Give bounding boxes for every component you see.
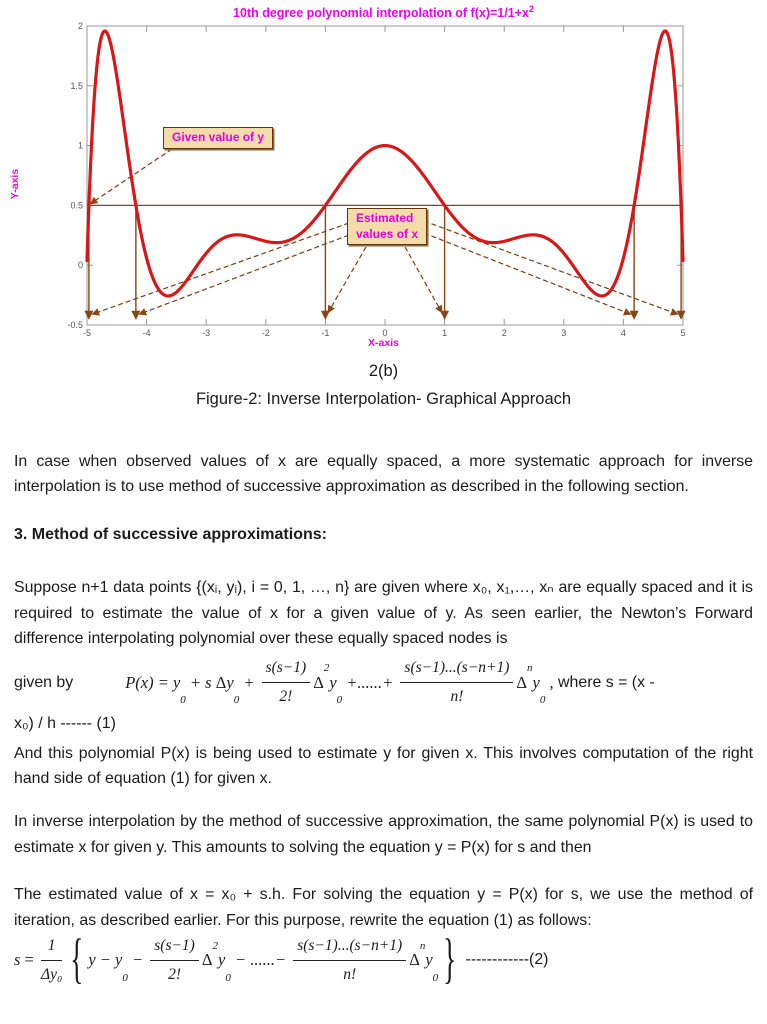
chart-title-text: 10th degree polynomial interpolation of f(x)=1/1+x: [233, 6, 529, 21]
annotation-arrow: [424, 221, 677, 314]
y-axis-label: Y-axis: [9, 168, 21, 200]
annotation-arrow: [328, 247, 366, 312]
paragraph-intro: In case when observed values of x are equally spaced, a more systematic approach for inverse interpolation is to use method of successive approximation as described in the following section.: [14, 453, 753, 496]
annotation-estimated-x-line1: Estimated: [356, 211, 414, 225]
x-tick-label: -4: [142, 328, 151, 338]
x-tick-label: 2: [501, 328, 507, 338]
text-block: [14, 449, 753, 990]
chart: [0, 0, 767, 352]
equation-1: [14, 655, 753, 709]
figure-subcaption: 2(b): [368, 362, 399, 380]
equation-2-tail: ------------(2): [461, 951, 549, 969]
annotation-estimated-x-box: [347, 208, 427, 245]
x-tick-label: -1: [321, 328, 330, 338]
y-tick-label: 1.5: [70, 80, 83, 91]
x-tick-label: -3: [202, 328, 211, 338]
annotation-arrow: [140, 235, 349, 314]
x-tick-label: 4: [620, 328, 626, 338]
y-tick-label: 1: [77, 140, 83, 151]
equation-1-lead: given by: [14, 673, 74, 691]
chart-title: [0, 4, 767, 20]
y-tick-label: 0.5: [70, 200, 83, 211]
paragraph-suppose: Suppose n+1 data points {(xᵢ, yᵢ), i = 0, 1, …, n} are given where x₀, x₁,…, xₙ are equally spaced and it is required to estimate the value of x for a given value of y. As seen earlier, the Newton’s Forward difference interpolating polynomial over these equally spaced nodes is: [14, 579, 753, 648]
equation-1-tail: where s = (x -: [553, 673, 655, 691]
y-tick-label: 0: [77, 260, 83, 271]
equation-1-line2: x₀) / h ------ (1): [14, 715, 116, 733]
y-tick-label: 2: [77, 21, 83, 31]
equation-2-math: s = $\frac{1}{\text{Δy₀}}$ { y − y 0 − $\frac{s(s-1)}{2!}$ Δ 2 y 0 − ......− $\frac{s(s-1)...(s-n+1)}{n!}$ Δ n y 0 }: [14, 927, 457, 990]
annotation-arrow: [405, 247, 442, 312]
x-tick-label: 1: [442, 328, 448, 338]
x-tick-label: 0: [382, 328, 388, 338]
x-tick-label: -5: [82, 328, 92, 338]
plot-svg: [0, 0, 767, 352]
equation-2: [14, 927, 753, 990]
plot-frame: [87, 26, 683, 325]
equation-1-math: P(x) = y 0 + s Δ y 0 + $\frac{s(s-1)}{2!}$ Δ 2 y 0 +......+ $\frac{s(s-1)...(s-n+1)}{n!}$ Δ n y 0 ,: [125, 655, 553, 709]
interpolation-curve: [87, 31, 683, 296]
chart-title-superscript: 2: [528, 4, 534, 14]
annotation-given-y-box: Given value of y: [163, 127, 273, 149]
x-axis-label: X-axis: [368, 337, 399, 349]
x-tick-label: 3: [561, 328, 567, 338]
annotation-arrow: [93, 223, 349, 314]
annotation-estimated-x-line2: values of x: [356, 226, 419, 241]
annotation-arrow: [424, 233, 630, 314]
x-tick-label: -2: [261, 328, 270, 338]
paragraph-estimated-value: The estimated value of x = x₀ + s.h. For solving the equation y = P(x) for s, we use the method of iteration, as described earlier. For this purpose, rewrite the equation (1) as follows:: [14, 886, 753, 929]
figure-2b: [0, 0, 767, 409]
section-heading-3: 3. Method of successive approximations:: [14, 525, 327, 543]
x-tick-label: 5: [680, 328, 686, 338]
y-tick-label: -0.5: [67, 320, 83, 330]
figure-caption: Figure-2: Inverse Interpolation- Graphical Approach: [195, 390, 572, 408]
paragraph-polynomial-use: And this polynomial P(x) is being used to estimate y for given x. This involves computation of the right hand side of equation (1) for given x.: [14, 744, 753, 788]
paragraph-inverse: In inverse interpolation by the method of successive approximation, the same polynomial P(x) is used to estimate x for given y. This amounts to solving the equation y = P(x) for s and then: [14, 813, 753, 856]
